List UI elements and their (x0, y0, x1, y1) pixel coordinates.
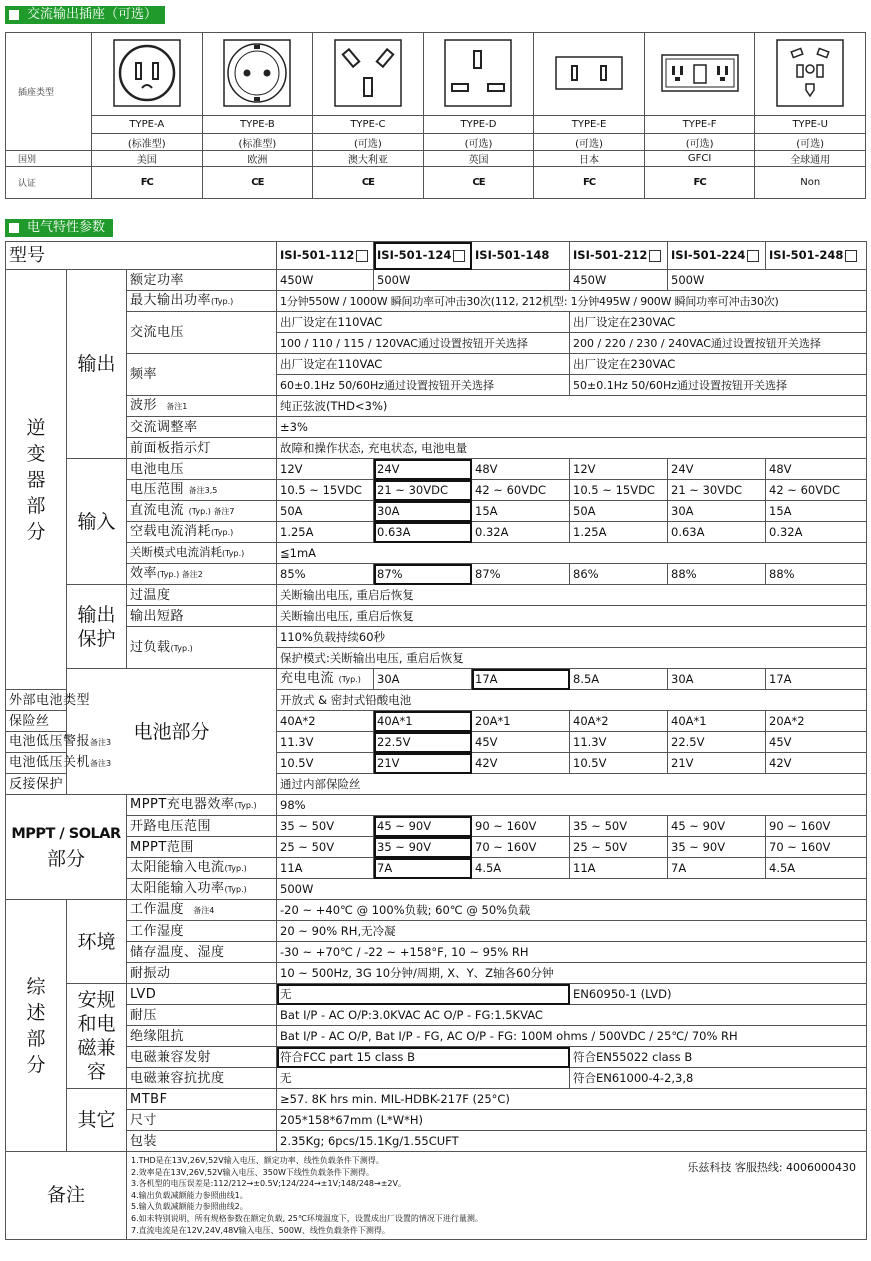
param-label: 包装 (127, 1131, 277, 1152)
param-label: 工作温度 备注4 (127, 900, 277, 921)
socket-cell (92, 33, 203, 116)
value-cell: 20 ~ 90% RH,无冷凝 (277, 921, 867, 942)
remark-item: 7.直流电流是在12V,24V,48V输入电压、500W、线性负载条件下测得。 (131, 1225, 390, 1235)
value-cell: ≦1mA (277, 543, 867, 564)
value-cell: 20A*2 (766, 711, 867, 732)
fcc-logo-icon: FC (534, 167, 645, 199)
checkbox-icon[interactable] (747, 250, 759, 262)
value-cell: 7A (374, 858, 472, 879)
model-name: ISI-501-148 (472, 242, 570, 270)
value-cell: 7A (668, 858, 766, 879)
group-output: 输出 (67, 270, 127, 459)
param-label: 耐压 (127, 1005, 277, 1026)
param-label: 交流调整率 (127, 417, 277, 438)
value-cell: 40A*2 (570, 711, 668, 732)
value-cell: 30A (374, 501, 472, 522)
value-cell: 1分钟550W / 1000W 瞬间功率可冲击30次(112, 212机型: 1分钟495W / 900W 瞬间功率可冲击30次) (277, 291, 867, 312)
remark-item: 3.各机型的电压误差是:112/212→±0.5V;124/224→±1V;148/248→±2V。 (131, 1179, 406, 1189)
value-cell: 45V (766, 732, 867, 753)
value-cell: 98% (277, 795, 867, 816)
socket-cell (313, 33, 424, 116)
value-cell: 42V (766, 753, 867, 774)
ce-logo-icon: CE (202, 167, 313, 199)
value-cell: 500W (277, 879, 867, 900)
param-label: 储存温度、湿度 (127, 942, 277, 963)
param-label: 最大输出功率(Typ.) (127, 291, 277, 312)
value-cell: 90 ~ 160V (472, 816, 570, 837)
country-label: 国别 (6, 151, 92, 167)
param-label: 太阳能输入功率(Typ.) (127, 879, 277, 900)
socket-country: 澳大利亚 (313, 151, 424, 167)
type-f-socket-icon (660, 38, 740, 108)
param-label: MPPT充电器效率(Typ.) (127, 795, 277, 816)
value-cell: 15A (766, 501, 867, 522)
value-cell: 450W (570, 270, 668, 291)
param-label: 输出短路 (127, 606, 277, 627)
value-cell: 200 / 220 / 230 / 240VAC通过设置按钮开关选择 (570, 333, 867, 354)
value-cell: 21 ~ 30VDC (374, 480, 472, 501)
type-c-socket-icon (333, 38, 403, 108)
model-name: ISI-501-248 (766, 242, 867, 270)
value-cell: 30A (668, 669, 766, 690)
socket-std: (可选) (423, 134, 534, 151)
value-cell: EN60950-1 (LVD) (570, 984, 867, 1005)
value-cell: 符合EN55022 class B (570, 1047, 867, 1068)
value-cell: 22.5V (374, 732, 472, 753)
fcc-logo-icon: FC (92, 167, 203, 199)
value-cell: 48V (472, 459, 570, 480)
value-cell: 40A*1 (668, 711, 766, 732)
remark-item: 5.输入负载减额能力参照曲线2。 (131, 1202, 248, 1212)
value-cell: ≥57. 8K hrs min. MIL-HDBK-217F (25°C) (277, 1089, 867, 1110)
socket-std: (可选) (644, 134, 755, 151)
socket-type-name: TYPE-U (755, 116, 866, 134)
cert-none: Non (755, 167, 866, 199)
checkbox-icon[interactable] (356, 250, 368, 262)
model-name: ISI-501-112 (277, 242, 374, 270)
param-label: 耐振动 (127, 963, 277, 984)
value-cell: 88% (766, 564, 867, 585)
value-cell: 4.5A (766, 858, 867, 879)
value-cell: -20 ~ +40℃ @ 100%负载; 60℃ @ 50%负载 (277, 900, 867, 921)
value-cell: 70 ~ 160V (472, 837, 570, 858)
value-cell: 10.5 ~ 15VDC (277, 480, 374, 501)
socket-country: 英国 (423, 151, 534, 167)
square-bullet-icon (9, 223, 19, 233)
param-label: 太阳能输入电流(Typ.) (127, 858, 277, 879)
value-cell: 21V (668, 753, 766, 774)
value-cell: 30A (374, 669, 472, 690)
param-label: 额定功率 (127, 270, 277, 291)
value-cell: 2.35Kg; 6pcs/15.1Kg/1.55CUFT (277, 1131, 867, 1152)
hotline: 乐兹科技 客服热线: 4006000430 (687, 1161, 857, 1174)
socket-std: (标准型) (202, 134, 313, 151)
value-cell: Bat I/P - AC O/P:3.0KVAC AC O/P - FG:1.5KVAC (277, 1005, 867, 1026)
value-cell: 12V (570, 459, 668, 480)
param-label: 频率 (127, 354, 277, 396)
param-label: 过负载(Typ.) (127, 627, 277, 669)
checkbox-icon[interactable] (453, 250, 465, 262)
type-d-socket-icon (443, 38, 513, 108)
value-cell: -30 ~ +70℃ / -22 ~ +158°F, 10 ~ 95% RH (277, 942, 867, 963)
type-a-socket-icon (112, 38, 182, 108)
cert-label: 认证 (6, 167, 92, 199)
value-cell: 出厂设定在230VAC (570, 354, 867, 375)
type-e-socket-icon (554, 38, 624, 108)
socket-country: 全球通用 (755, 151, 866, 167)
remarks-cell (127, 1152, 867, 1240)
socket-cell (534, 33, 645, 116)
group-battery: 电池部分 (67, 669, 277, 795)
param-label: 外部电池类型 (6, 690, 67, 711)
remarks-label: 备注 (6, 1152, 127, 1240)
socket-cell (644, 33, 755, 116)
type-u-socket-icon (775, 38, 845, 108)
value-cell: 无 (277, 984, 570, 1005)
value-cell: 无 (277, 1068, 570, 1089)
param-label: MTBF (127, 1089, 277, 1110)
param-label: 电磁兼容发射 (127, 1047, 277, 1068)
param-label: 过温度 (127, 585, 277, 606)
value-cell: ±3% (277, 417, 867, 438)
value-cell: 出厂设定在230VAC (570, 312, 867, 333)
group-inverter: 逆变器部分 (6, 270, 67, 690)
value-cell: 50A (570, 501, 668, 522)
socket-type-name: TYPE-E (534, 116, 645, 134)
value-cell: 8.5A (570, 669, 668, 690)
value-cell: Bat I/P - AC O/P, Bat I/P - FG, AC O/P - FG: 100M ohms / 500VDC / 25℃/ 70% RH (277, 1026, 867, 1047)
param-label: LVD (127, 984, 277, 1005)
value-cell: 10.5 ~ 15VDC (570, 480, 668, 501)
value-cell: 1.25A (277, 522, 374, 543)
value-cell: 开放式 & 密封式铅酸电池 (277, 690, 867, 711)
value-cell: 11A (570, 858, 668, 879)
socket-std: (可选) (534, 134, 645, 151)
value-cell: 10.5V (570, 753, 668, 774)
section-title: 电气特性参数 (27, 220, 106, 235)
value-cell: 17A (472, 669, 570, 690)
section-header-electrical (5, 219, 113, 237)
value-cell: 4.5A (472, 858, 570, 879)
section-title: 交流输出插座（可选） (27, 7, 158, 22)
socket-type-label: 插座类型 (6, 33, 92, 151)
value-cell: 保护模式:关断输出电压, 重启后恢复 (277, 648, 867, 669)
value-cell: 1.25A (570, 522, 668, 543)
value-cell: 11A (277, 858, 374, 879)
remark-item: 4.输出负载减额能力参照曲线1。 (131, 1190, 248, 1200)
socket-type-name: TYPE-A (92, 116, 203, 134)
value-cell: 45 ~ 90V (374, 816, 472, 837)
value-cell: 0.63A (374, 522, 472, 543)
socket-type-name: TYPE-C (313, 116, 424, 134)
param-label: 工作湿度 (127, 921, 277, 942)
group-environment: 环境 (67, 900, 127, 984)
socket-country: 日本 (534, 151, 645, 167)
param-label: 电池低压警报备注3 (6, 732, 67, 753)
value-cell: 87% (472, 564, 570, 585)
socket-country: GFCI (644, 151, 755, 167)
group-general: 综述部分 (6, 900, 67, 1152)
value-cell: 42 ~ 60VDC (472, 480, 570, 501)
checkbox-icon[interactable] (649, 250, 661, 262)
value-cell: 符合EN61000-4-2,3,8 (570, 1068, 867, 1089)
param-label: 绝缘阻抗 (127, 1026, 277, 1047)
value-cell: 35 ~ 90V (668, 837, 766, 858)
socket-table (5, 32, 866, 199)
param-label: 电池电压 (127, 459, 277, 480)
value-cell: 出厂设定在110VAC (277, 312, 570, 333)
value-cell: 500W (668, 270, 867, 291)
value-cell: 48V (766, 459, 867, 480)
value-cell: 35 ~ 90V (374, 837, 472, 858)
value-cell: 25 ~ 50V (277, 837, 374, 858)
param-label: 电压范围 备注3,5 (127, 480, 277, 501)
group-other: 其它 (67, 1089, 127, 1152)
fcc-logo-icon: FC (644, 167, 755, 199)
value-cell: 21V (374, 753, 472, 774)
value-cell: 通过内部保险丝 (277, 774, 867, 795)
socket-cell (423, 33, 534, 116)
group-input: 输入 (67, 459, 127, 585)
value-cell: 205*158*67mm (L*W*H) (277, 1110, 867, 1131)
value-cell: 0.32A (766, 522, 867, 543)
param-label: 开路电压范围 (127, 816, 277, 837)
value-cell: 12V (277, 459, 374, 480)
value-cell: 90 ~ 160V (766, 816, 867, 837)
type-b-socket-icon (222, 38, 292, 108)
value-cell: 70 ~ 160V (766, 837, 867, 858)
square-bullet-icon (9, 10, 19, 20)
section-header-sockets (5, 6, 165, 24)
spec-table (5, 241, 867, 1240)
value-cell: 25 ~ 50V (570, 837, 668, 858)
group-protection: 输出保护 (67, 585, 127, 669)
group-safety-emc: 安规和电磁兼容 (67, 984, 127, 1089)
param-label: 关断模式电流消耗(Typ.) (127, 543, 277, 564)
remark-item: 1.THD是在13V,26V,52V输入电压、额定功率、线性负载条件下测得。 (131, 1156, 384, 1165)
param-label: 交流电压 (127, 312, 277, 354)
remark-item: 6.如未特别说明，所有规格参数在额定负载, 25℃环境温度下，设置成出厂设置的情况下进行量测。 (131, 1213, 483, 1223)
param-label: 充电电流 (Typ.) (277, 669, 374, 690)
model-name: ISI-501-224 (668, 242, 766, 270)
value-cell: 50A (277, 501, 374, 522)
value-cell: 35 ~ 50V (277, 816, 374, 837)
socket-type-name: TYPE-B (202, 116, 313, 134)
socket-country: 欧洲 (202, 151, 313, 167)
socket-country: 美国 (92, 151, 203, 167)
value-cell: 故障和操作状态, 充电状态, 电池电量 (277, 438, 867, 459)
value-cell: 45 ~ 90V (668, 816, 766, 837)
value-cell: 10 ~ 500Hz, 3G 10分钟/周期, X、Y、Z轴各60分钟 (277, 963, 867, 984)
value-cell: 35 ~ 50V (570, 816, 668, 837)
value-cell: 符合FCC part 15 class B (277, 1047, 570, 1068)
value-cell: 110%负载持续60秒 (277, 627, 867, 648)
value-cell: 40A*2 (277, 711, 374, 732)
socket-std: (可选) (755, 134, 866, 151)
value-cell: 86% (570, 564, 668, 585)
param-label: 反接保护 (6, 774, 67, 795)
value-cell: 关断输出电压, 重启后恢复 (277, 606, 867, 627)
value-cell: 40A*1 (374, 711, 472, 732)
remark-item: 2.效率是在13V,26V,52V输入电压、350W下线性负载条件下测得。 (131, 1167, 374, 1177)
param-label: 电池低压关机备注3 (6, 753, 67, 774)
value-cell: 450W (277, 270, 374, 291)
group-mppt: MPPT / SOLAR 部分 (6, 795, 127, 900)
value-cell: 11.3V (570, 732, 668, 753)
value-cell: 42V (472, 753, 570, 774)
param-label: 尺寸 (127, 1110, 277, 1131)
model-name: ISI-501-212 (570, 242, 668, 270)
param-label: 波形 备注1 (127, 396, 277, 417)
socket-cell (202, 33, 313, 116)
socket-std: (可选) (313, 134, 424, 151)
param-label: 空载电流消耗(Typ.) (127, 522, 277, 543)
value-cell: 15A (472, 501, 570, 522)
param-label: 前面板指示灯 (127, 438, 277, 459)
value-cell: 24V (668, 459, 766, 480)
value-cell: 0.63A (668, 522, 766, 543)
param-label: MPPT范围 (127, 837, 277, 858)
value-cell: 500W (374, 270, 570, 291)
ce-logo-icon: CE (423, 167, 534, 199)
value-cell: 11.3V (277, 732, 374, 753)
value-cell: 24V (374, 459, 472, 480)
value-cell: 100 / 110 / 115 / 120VAC通过设置按钮开关选择 (277, 333, 570, 354)
value-cell: 88% (668, 564, 766, 585)
value-cell: 42 ~ 60VDC (766, 480, 867, 501)
value-cell: 10.5V (277, 753, 374, 774)
value-cell: 30A (668, 501, 766, 522)
param-label: 保险丝 (6, 711, 67, 732)
ce-logo-icon: CE (313, 167, 424, 199)
param-label: 效率(Typ.) 备注2 (127, 564, 277, 585)
value-cell: 50±0.1Hz 50/60Hz通过设置按钮开关选择 (570, 375, 867, 396)
socket-type-name: TYPE-F (644, 116, 755, 134)
param-label: 直流电流 (Typ.) 备注7 (127, 501, 277, 522)
value-cell: 45V (472, 732, 570, 753)
value-cell: 17A (766, 669, 867, 690)
checkbox-icon[interactable] (845, 250, 857, 262)
value-cell: 22.5V (668, 732, 766, 753)
socket-cell (755, 33, 866, 116)
value-cell: 出厂设定在110VAC (277, 354, 570, 375)
value-cell: 20A*1 (472, 711, 570, 732)
value-cell: 85% (277, 564, 374, 585)
value-cell: 纯正弦波(THD<3%) (277, 396, 867, 417)
value-cell: 60±0.1Hz 50/60Hz通过设置按钮开关选择 (277, 375, 570, 396)
value-cell: 87% (374, 564, 472, 585)
model-label: 型号 (6, 242, 277, 270)
value-cell: 21 ~ 30VDC (668, 480, 766, 501)
param-label: 电磁兼容抗扰度 (127, 1068, 277, 1089)
value-cell: 关断输出电压, 重启后恢复 (277, 585, 867, 606)
value-cell: 0.32A (472, 522, 570, 543)
socket-type-name: TYPE-D (423, 116, 534, 134)
socket-std: (标准型) (92, 134, 203, 151)
model-name: ISI-501-124 (374, 242, 472, 270)
